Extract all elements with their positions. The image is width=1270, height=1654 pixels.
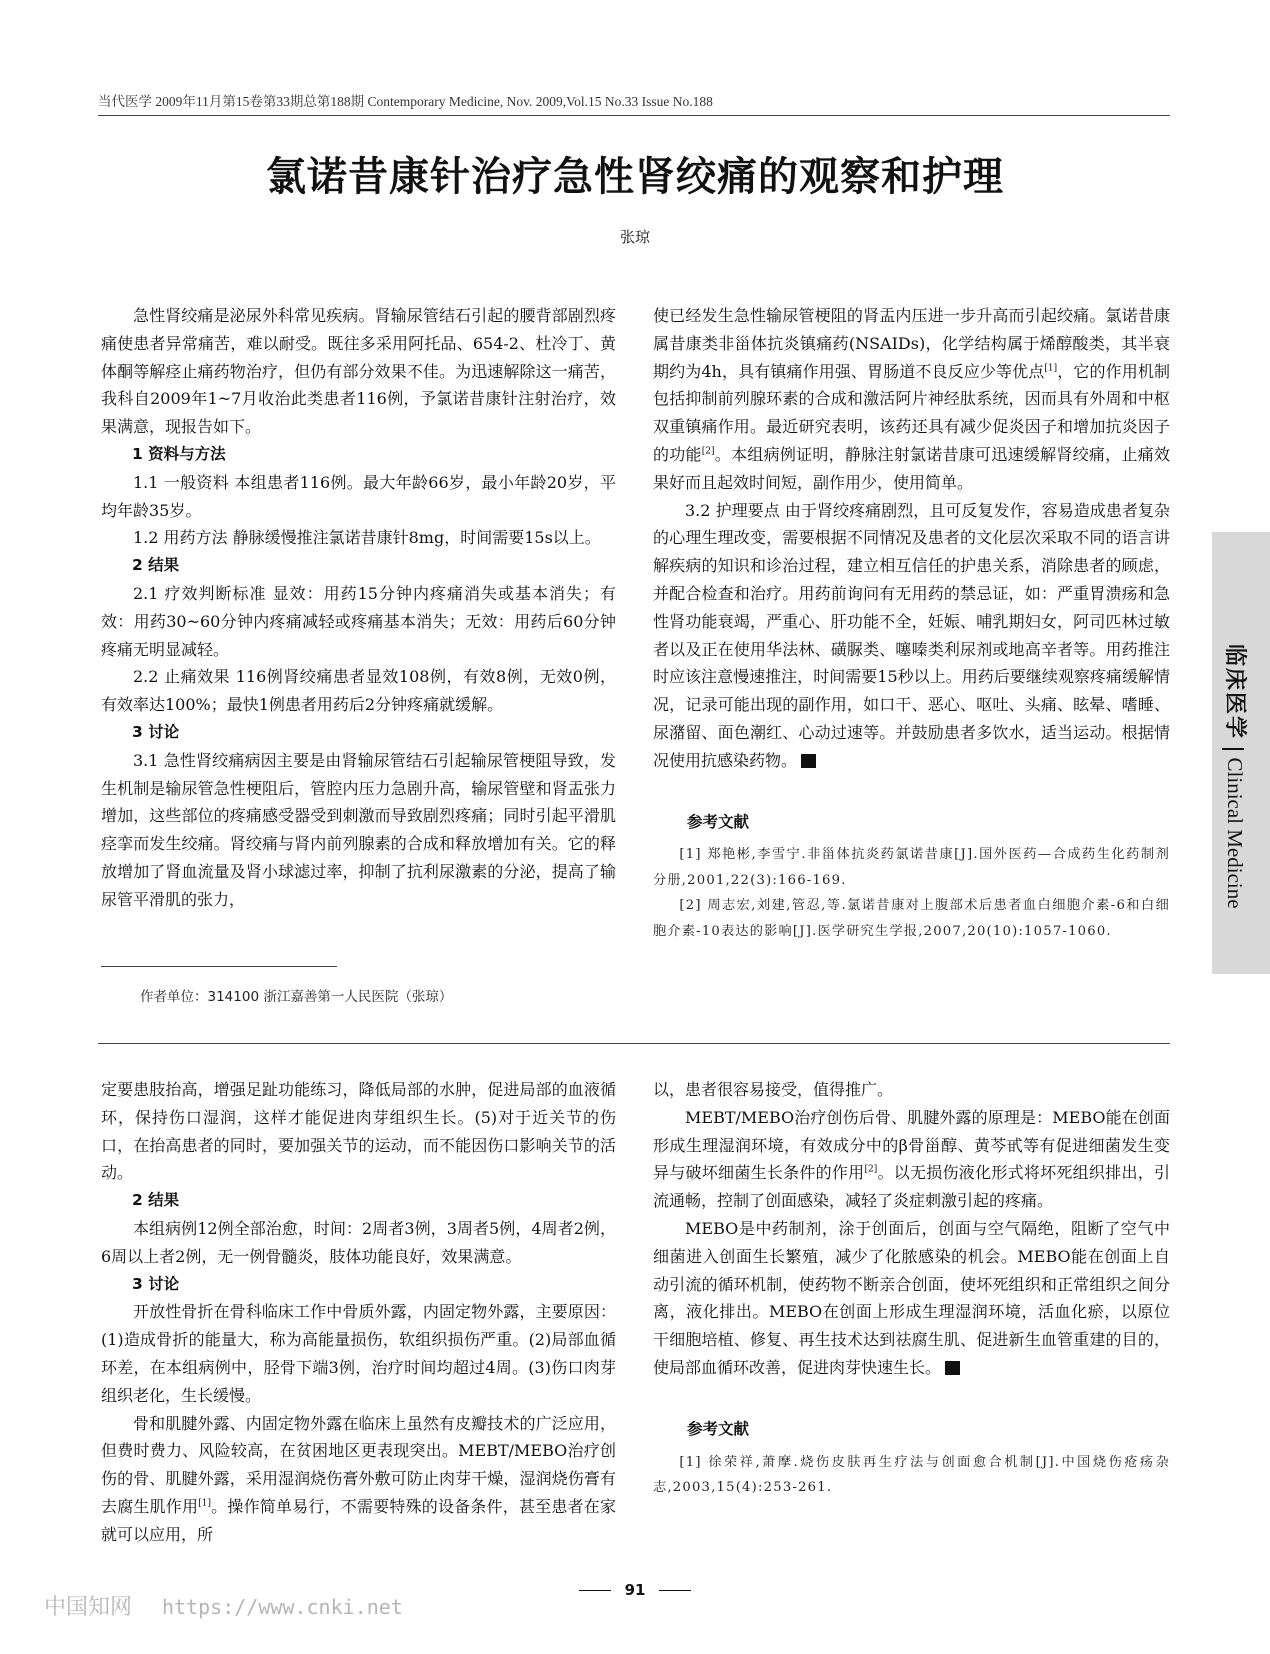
article2-right-column — [653, 1076, 1170, 1501]
references-heading: 参考文献 — [687, 812, 750, 831]
end-mark-icon: CM — [945, 1361, 960, 1375]
paragraph: 2.1 疗效判断标准 显效：用药15分钟内疼痛消失或基本消失；有效：用药30~60分钟内疼痛减轻或疼痛基本消失；无效：用药后60分钟疼痛无明显减轻。 — [101, 583, 616, 659]
article1-right-column — [653, 302, 1170, 944]
paragraph: 定要患肢抬高，增强足趾功能练习，降低局部的水肿，促进局部的血液循环，保持伤口湿润，这样才能促进肉芽组织生长。(5)对于近关节的伤口，在抬高患者的同时，要加强关节的运动，而不能因伤口影响关节的活动。 — [101, 1080, 616, 1183]
paragraph: 急性肾绞痛是泌尿外科常见疾病。肾输尿管结石引起的腰背部剧烈疼痛使患者异常痛苦，难以耐受。既往多采用阿托品、654-2、杜冷丁、黄体酮等解痉止痛药物治疗，但仍有部分效果不佳。为迅速解除这一痛苦，我科自2009年1~7月收治此类患者116例，予氯诺昔康针注射治疗，效果满意，现报告如下。 — [101, 306, 616, 437]
citation: [1] — [1044, 363, 1058, 374]
watermark-url: https://www.cnki.net — [162, 1595, 403, 1619]
paragraph: 1.2 用药方法 静脉缓慢推注氯诺昔康针8mg，时间需要15s以上。 — [133, 528, 601, 548]
citation: [1] — [198, 1498, 211, 1509]
section-side-tab — [1212, 532, 1270, 974]
reference-item: [2] 周志宏,刘建,管忍,等.氯诺昔康对上腹部术后患者血白细胞介素-6和白细胞介素-10表达的影响[J].医学研究生学报,2007,20(10):1057-1060. — [653, 898, 1170, 939]
paragraph: 2.2 止痛效果 116例肾绞痛患者显效108例，有效8例，无效0例，有效率达100%；最快1例患者用药后2分钟疼痛就缓解。 — [101, 667, 616, 715]
citation: [2] — [864, 1165, 878, 1176]
section-heading: 1 资料与方法 — [132, 444, 226, 463]
paragraph: 开放性骨折在骨科临床工作中骨质外露，内固定物外露，主要原因：(1)造成骨折的能量大，称为高能量损伤，软组织损伤严重。(2)局部血循环差，在本组病例中，胫骨下端3例，治疗时间均超过4周。(3)伤口肉芽组织老化，生长缓慢。 — [101, 1302, 616, 1405]
author-affiliation: 作者单位：314100 浙江嘉善第一人民医院（张琼） — [140, 989, 453, 1005]
reference-item: [1] 郑艳彬,李雪宁.非甾体抗炎药氯诺昔康[J].国外医药—合成药生化药制剂分册,2001,22(3):166-169. — [653, 847, 1170, 888]
side-tab-en: Clinical Medicine — [1223, 757, 1247, 909]
article-divider — [98, 1043, 1170, 1044]
paragraph: 以，患者很容易接受，值得推广。 — [653, 1080, 894, 1099]
article-title: 氯诺昔康针治疗急性肾绞痛的观察和护理 — [266, 154, 1004, 200]
references-heading: 参考文献 — [687, 1419, 750, 1438]
reference-item: [1] 徐荣祥,萧摩.烧伤皮肤再生疗法与创面愈合机制[J].中国烧伤疮疡杂志,2003,15(4):253-261. — [653, 1454, 1170, 1496]
paragraph: 使已经发生急性输尿管梗阻的肾盂内压进一步升高而引起绞痛。氯诺昔康属昔康类非甾体抗炎镇痛药(NSAIDs)，化学结构属于烯醇酸类，其半衰期约为4h，具有镇痛作用强、胃肠道不良反应少等优点[1]，它的作用机制包括抑制前列腺环素的合成和激活阿片神经肽系统，因而具有外周和中枢双重镇痛作用。最近研究表明，该药还具有减少促炎因子和增加抗炎因子的功能[2]。本组病例证明，静脉注射氯诺昔康可迅速缓解肾绞痛，止痛效果好而且起效时间短，副作用少，使用简单。 — [653, 306, 1170, 492]
watermark-logo-text: 中国知网 — [44, 1595, 133, 1620]
article2-left-column — [101, 1076, 616, 1549]
section-heading: 2 结果 — [132, 1191, 180, 1210]
article1-left-column — [101, 302, 616, 914]
citation: [2] — [701, 446, 715, 457]
side-tab-cn: 临床医学 — [1222, 644, 1247, 741]
paragraph: MEBT/MEBO治疗创伤后骨、肌腱外露的原理是：MEBO能在创面形成生理湿润环境，有效成分中的β骨甾醇、黄芩甙等有促进细菌发生变异与破坏细菌生长条件的作用[2]。以无损伤液化形式将坏死组织排出，引流通畅，控制了创面感染，减轻了炎症刺激引起的疼痛。 — [653, 1107, 1170, 1211]
article-author: 张琼 — [619, 228, 650, 246]
paragraph: 3.2 护理要点 由于肾绞疼痛剧烈，且可反复发作，容易造成患者复杂的心理生理改变，需要根据不同情况及患者的文化层次采取不同的语言讲解疾病的知识和诊治过程，建立相互信任的护患关系，消除患者的顾虑，并配合检查和治疗。用药前询问有无用药的禁忌证，如：严重胃溃疡和急性肾功能衰竭，严重心、肝功能不全，妊娠、哺乳期妇女，阿司匹林过敏者以及正在使用华法林、磺脲类、噻嗪类利尿剂或地高辛者等。用药推注时应该注意慢速推注，时间需要15秒以上。用药后要继续观察疼痛缓解情况，记录可能出现的副作用，如口干、恶心、呕吐、头痛、眩晕、嗜睡、尿潴留、面色潮红、心动过速等。并鼓励患者多饮水，适当运动。根据情况使用抗感染药物。 CM — [653, 500, 1170, 770]
paragraph: MEBO是中药制剂，涂于创面后，创面与空气隔绝，阻断了空气中细菌进入创面生长繁殖，减少了化脓感染的机会。MEBO能在创面上自动引流的循环机制，使药物不断亲合创面，使坏死组织和正常组织之间分离，液化排出。MEBO在创面上形成生理湿润环境，活血化瘀，以原位干细胞培植、修复、再生技术达到祛腐生肌、促进新生血管重建的目的，使局部血循环改善，促进肉芽快速生长。 CM — [653, 1218, 1170, 1377]
section-heading: 3 讨论 — [132, 722, 180, 741]
end-mark-icon: CM — [801, 754, 816, 768]
footnote-rule — [101, 966, 337, 967]
header-rule — [98, 115, 1170, 116]
section-heading: 2 结果 — [132, 556, 180, 575]
running-header: 当代医学 2009年11月第15卷第33期总第188期 Contemporary Medicine, Nov. 2009,Vol.15 No.33 Issue No.188 — [98, 94, 713, 109]
page-number: 91 — [0, 1581, 1270, 1599]
paragraph: 1.1 一般资料 本组患者116例。最大年龄66岁，最小年龄20岁，平均年龄35岁。 — [101, 472, 616, 520]
paragraph: 骨和肌腱外露、内固定物外露在临床上虽然有皮瓣技术的广泛应用，但费时费力、风险较高，在贫困地区更表现突出。MEBT/MEBO治疗创伤的骨、肌腱外露，采用湿润烧伤膏外敷可防止肉芽干燥，湿润烧伤膏有去腐生肌作用[1]。操作简单易行，不需要特殊的设备条件，甚至患者在家就可以应用，所 — [101, 1413, 616, 1544]
section-heading: 3 讨论 — [132, 1274, 180, 1293]
paragraph: 本组病例12例全部治愈，时间：2周者3例，3周者5例，4周者2例，6周以上者2例，无一例骨髓炎，肢体功能良好，效果满意。 — [101, 1218, 616, 1266]
paragraph: 3.1 急性肾绞痛病因主要是由肾输尿管结石引起输尿管梗阻导致，发生机制是输尿管急性梗阻后，管腔内压力急剧升高，输尿管壁和肾盂张力增加，这些部位的疼痛感受器受到刺激而导致剧烈疼痛；同时引起平滑肌痉挛而发生绞痛。肾绞痛与肾内前列腺素的合成和释放增加有关。它的释放增加了肾血流量及肾小球滤过率，抑制了抗利尿激素的分泌，提高了输尿管平滑肌的张力， — [101, 750, 616, 909]
watermark — [44, 1590, 403, 1621]
